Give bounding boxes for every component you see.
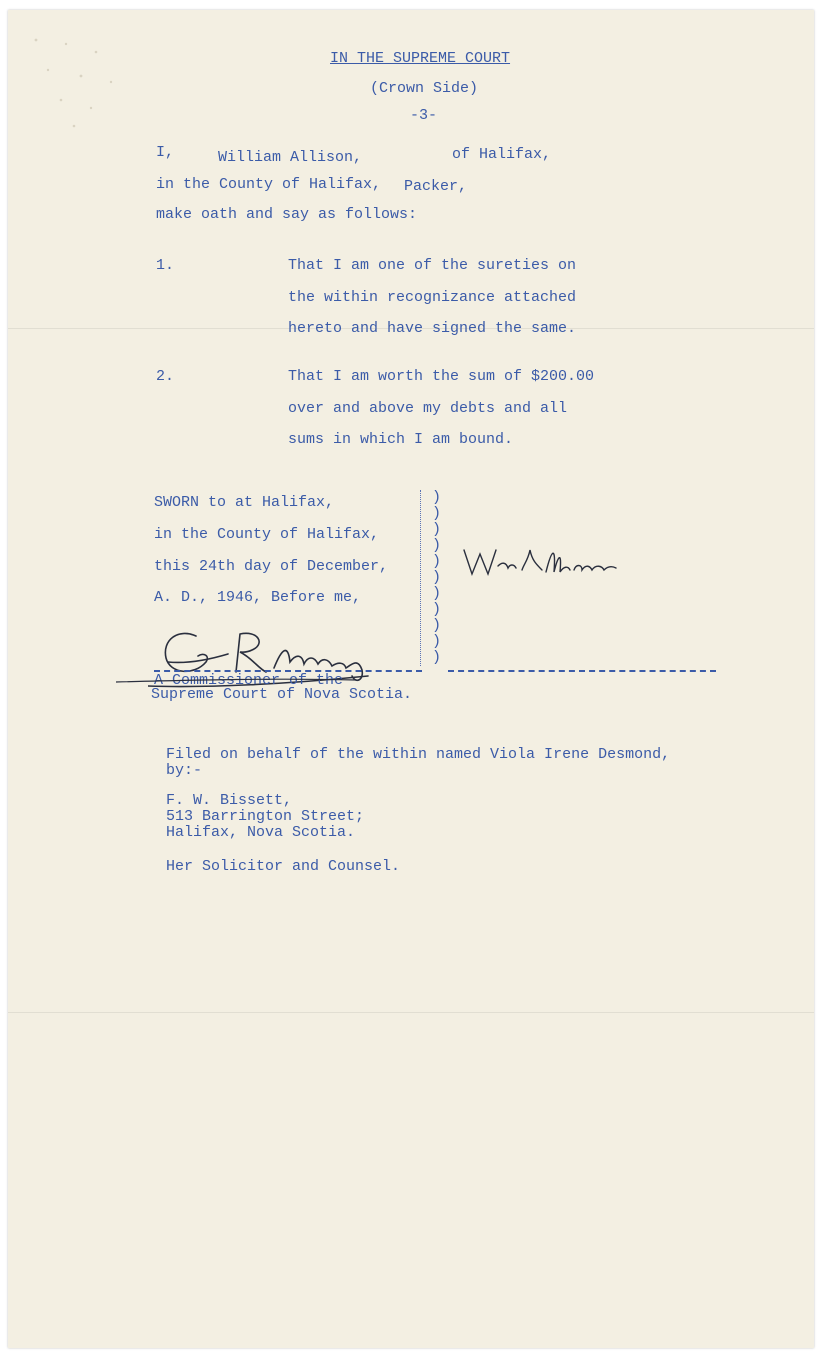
page-number: -3- xyxy=(410,107,438,124)
filing-line: Filed on behalf of the within named Viola Irene Desmond, xyxy=(166,746,671,763)
jurat-line: SWORN to at Halifax, xyxy=(154,494,335,511)
deponent-signature-line xyxy=(448,670,716,672)
clause-line: That I am one of the sureties on xyxy=(288,257,577,274)
jurat-line: in the County of Halifax, xyxy=(154,526,380,543)
clause-number: 1. xyxy=(156,257,175,274)
deponent-name: William Allison, xyxy=(218,149,363,166)
clause-line: over and above my debts and all xyxy=(288,400,568,417)
intro-pronoun: I, xyxy=(156,144,175,161)
embossed-stamp-marks xyxy=(26,30,126,140)
solicitor-address: 513 Barrington Street; xyxy=(166,808,365,825)
jurat-line: this 24th day of December, xyxy=(154,558,389,575)
court-side: (Crown Side) xyxy=(370,80,479,97)
jurat-line: A. D., 1946, Before me, xyxy=(154,589,362,606)
clause-line: That I am worth the sum of $200.00 xyxy=(288,368,595,385)
fold-crease xyxy=(8,1012,814,1013)
deponent-county: in the County of Halifax, xyxy=(156,176,382,193)
clause-number: 2. xyxy=(156,368,175,385)
clause-line: the within recognizance attached xyxy=(288,289,577,306)
oath-line: make oath and say as follows: xyxy=(156,206,418,223)
document-page xyxy=(8,10,814,1348)
clause-line: sums in which I am bound. xyxy=(288,431,514,448)
solicitor-role: Her Solicitor and Counsel. xyxy=(166,858,401,875)
filing-line: by:- xyxy=(166,762,203,779)
commissioner-title: A Commissioner of the xyxy=(154,672,344,689)
jurat-bracket: ) ) ) ) ) ) ) ) ) ) ) xyxy=(432,489,442,666)
clause-line: hereto and have signed the same. xyxy=(288,320,577,337)
deponent-signature xyxy=(458,536,618,586)
deponent-place: of Halifax, xyxy=(452,146,552,163)
court-heading: IN THE SUPREME COURT xyxy=(330,50,511,67)
solicitor-address: Halifax, Nova Scotia. xyxy=(166,824,356,841)
solicitor-name: F. W. Bissett, xyxy=(166,792,293,809)
jurat-divider xyxy=(420,490,421,666)
deponent-occupation: Packer, xyxy=(404,178,468,195)
commissioner-court: Supreme Court of Nova Scotia. xyxy=(151,686,413,703)
